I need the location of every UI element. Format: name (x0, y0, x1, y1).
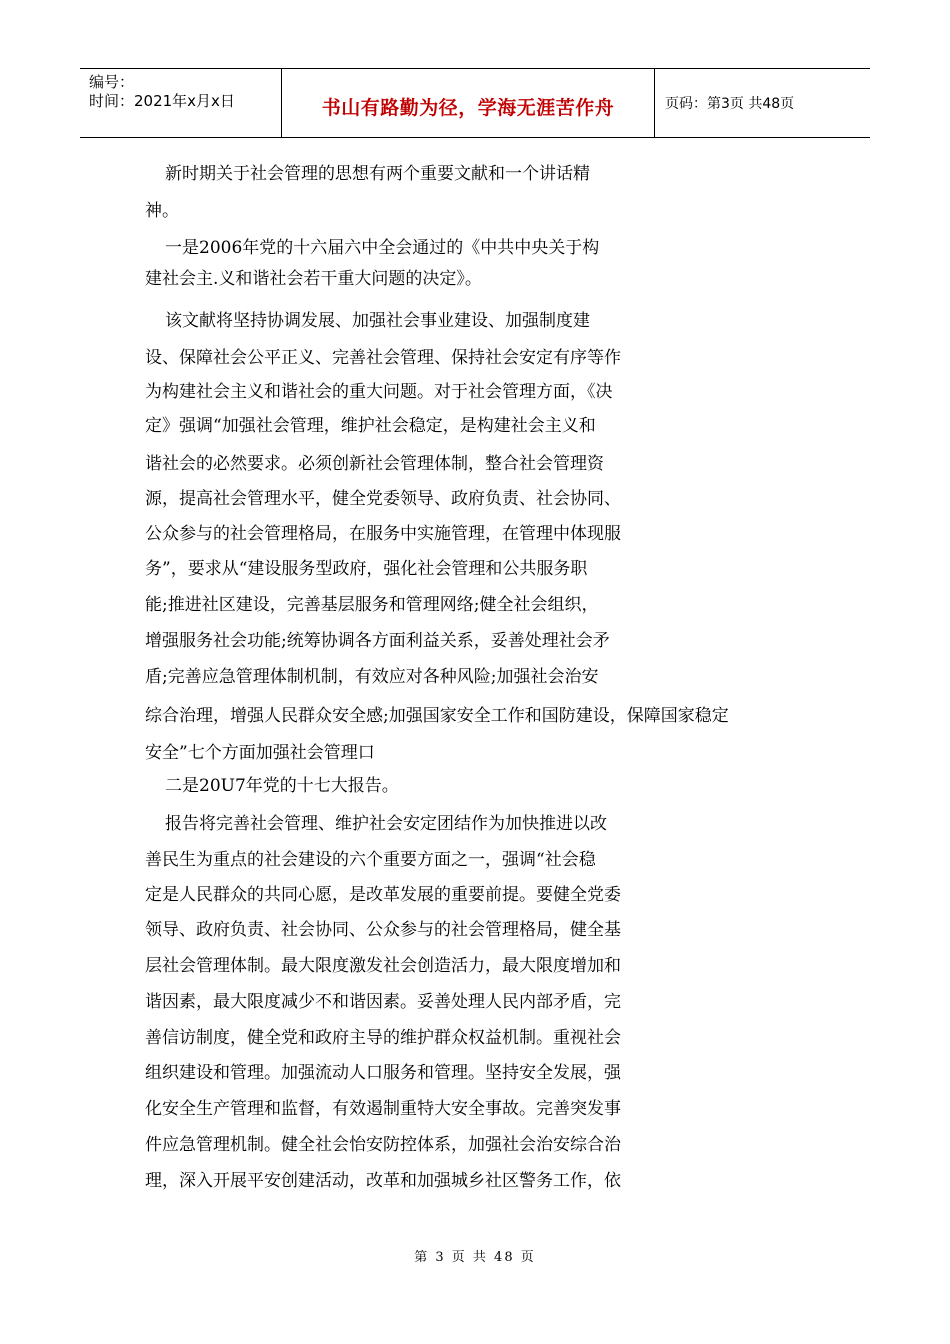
body-line: 定是人民群众的共同心愿，是改革发展的重要前提。要健全党委 (145, 885, 621, 905)
page-footer: 第 3 页 共 48 页 (414, 1250, 536, 1265)
body-line: 定》强调“加强社会管理，维护社会稳定，是构建社会主义和 (145, 416, 596, 436)
body-line: 二是20U7年党的十七大报告。 (165, 776, 399, 796)
body-line: 新时期关于社会管理的思想有两个重要文献和一个讲话精 (165, 164, 590, 184)
header-page-info: 页码：第3页 共48页 (665, 96, 795, 112)
document-date-label: 时间：2021年x月x日 (89, 92, 235, 110)
header-motto-cell (282, 69, 655, 137)
body-line: 源，提高社会管理水平，健全党委领导、政府负责、社会协同、 (145, 489, 621, 509)
body-line: 务”，要求从“建设服务型政府，强化社会管理和公共服务职 (145, 559, 588, 579)
body-line: 建社会主.义和谐社会若干重大问题的决定》。 (145, 269, 482, 289)
body-line: 公众参与的社会管理格局，在服务中实施管理，在管理中体现服 (145, 524, 621, 544)
body-line: 组织建设和管理。加强流动人口服务和管理。坚持安全发展，强 (145, 1063, 621, 1083)
body-line: 件应急管理机制。健全社会怡安防控体系，加强社会治安综合治 (145, 1135, 621, 1155)
body-line: 理，深入开展平安创建活动，改革和加强城乡社区警务工作，依 (145, 1171, 621, 1191)
body-line: 化安全生产管理和监督，有效遏制重特大安全事故。完善突发事 (145, 1099, 621, 1119)
body-line: 谐因素，最大限度减少不和谐因素。妥善处理人民内部矛盾，完 (145, 992, 621, 1012)
body-line: 一是2006年党的十六届六中全会通过的《中共中央关于构 (165, 238, 600, 258)
body-line: 报告将完善社会管理、维护社会安定团结作为加快推进以改 (165, 814, 607, 834)
body-line: 设、保障社会公平正义、完善社会管理、保持社会安定有序等作 (145, 348, 621, 368)
body-line: 善信访制度，健全党和政府主导的维护群众权益机制。重视社会 (145, 1028, 621, 1048)
body-line: 安全”七个方面加强社会管理口 (145, 743, 375, 763)
body-line: 综合治理，增强人民群众安全感;加强国家安全工作和国防建设，保障国家稳定 (145, 706, 729, 726)
body-line: 神。 (145, 201, 179, 221)
body-line: 能;推进社区建设，完善基层服务和管理网络;健全社会组织， (145, 595, 599, 615)
body-line: 谐社会的必然要求。必须创新社会管理体制，整合社会管理资 (145, 454, 604, 474)
body-line: 领导、政府负责、社会协同、公众参与的社会管理格局，健全基 (145, 920, 621, 940)
body-line: 盾;完善应急管理体制机制，有效应对各种风险;加强社会治安 (145, 667, 599, 687)
body-line: 该文献将坚持协调发展、加强社会事业建设、加强制度建 (165, 311, 590, 331)
header-meta-cell (80, 69, 282, 137)
header-table (80, 68, 870, 138)
body-line: 为构建社会主义和谐社会的重大问题。对于社会管理方面，《决 (145, 382, 613, 402)
document-number-label: 编号： (89, 73, 135, 91)
body-line: 增强服务社会功能;统筹协调各方面利益关系，妥善处理社会矛 (145, 631, 610, 651)
body-line: 善民生为重点的社会建设的六个重要方面之一，强调“社会稳 (145, 850, 596, 870)
header-motto: 书山有路勤为径，学海无涯苦作舟 (321, 97, 615, 119)
header-page-cell (655, 69, 870, 137)
body-line: 层社会管理体制。最大限度激发社会创造活力，最大限度增加和 (145, 956, 621, 976)
